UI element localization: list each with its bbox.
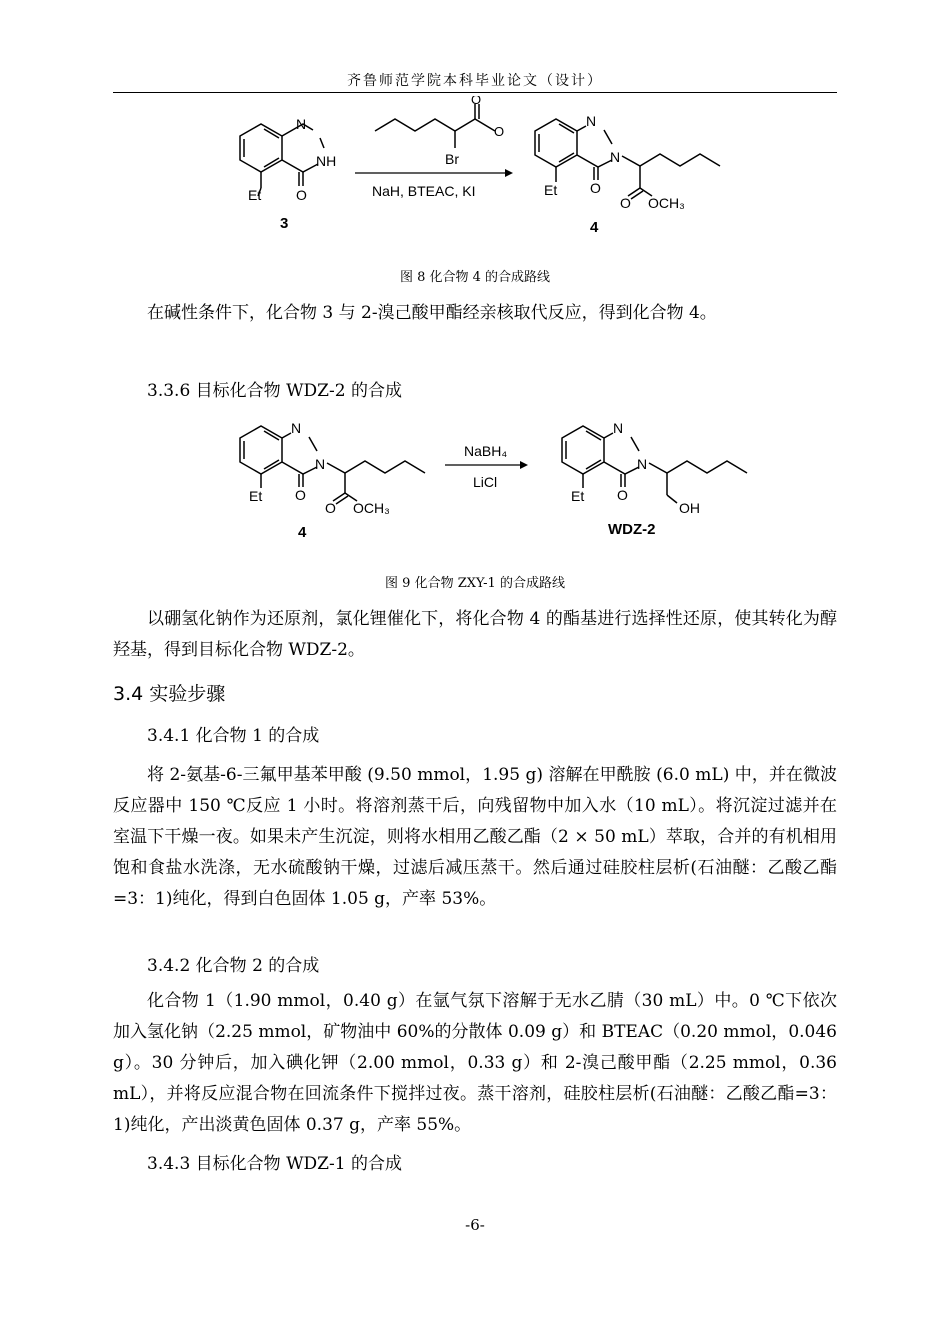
reagent-label: LiCl bbox=[473, 474, 498, 490]
atom-label: Et bbox=[544, 182, 558, 198]
compound-number: 3 bbox=[280, 215, 289, 232]
reaction-scheme-fig8 bbox=[0, 96, 950, 256]
compound-4-structure bbox=[535, 119, 720, 199]
compound-number: WDZ-2 bbox=[608, 521, 656, 538]
paragraph-3-4-1: 将 2-氨基-6-三氟甲基苯甲酸 (9.50 mmol，1.95 g) 溶解在甲酰胺 (6.0 mL) 中，并在微波反应器中 150 ℃反应 1 小时。将溶剂蒸干后，向残留物中加入水（10 mL）。将沉淀过滤并在室温下干燥一夜。如果未产生沉淀，则将水相用乙酸乙酯（2 × 50 mL）萃取，合并的有机相用饱和食盐水洗涤，无水硫酸钠干燥，过滤后减压蒸干。然后通过硅胶柱层析(石油醚：乙酸乙酯=3：1)纯化，得到白色固体 1.05 g，产率 53%。 bbox=[113, 765, 837, 909]
atom-label: N bbox=[315, 456, 326, 472]
atom-label: O bbox=[590, 180, 601, 196]
section-heading-3-4-2: 3.4.2 化合物 2 的合成 bbox=[147, 956, 320, 976]
paragraph-fig9: 以硼氢化钠作为还原剂，氯化锂催化下，将化合物 4 的酯基进行选择性还原，使其转化为醇羟基，得到目标化合物 WDZ-2。 bbox=[113, 609, 837, 660]
atom-label: N bbox=[586, 113, 597, 129]
compound-number: 4 bbox=[298, 524, 307, 541]
atom-label: Et bbox=[571, 488, 585, 504]
section-heading-3-4: 3.4 实验步骤 bbox=[113, 683, 226, 705]
wdz-2-structure bbox=[562, 426, 747, 503]
compound-number: 4 bbox=[590, 219, 599, 236]
atom-label: N bbox=[613, 420, 624, 436]
atom-label: O bbox=[471, 96, 482, 107]
compound-3-structure bbox=[240, 124, 324, 196]
reagent-bromo: Br bbox=[445, 151, 459, 167]
compound-4-structure bbox=[240, 426, 425, 504]
atom-label: N bbox=[637, 456, 648, 472]
atom-label: OH bbox=[679, 500, 700, 516]
atom-label: O bbox=[620, 195, 631, 211]
atom-label: N bbox=[296, 116, 307, 132]
header-rule bbox=[113, 92, 837, 93]
atom-label: N bbox=[610, 149, 621, 165]
reaction-scheme-fig9 bbox=[0, 408, 950, 548]
arrow-head bbox=[505, 169, 513, 177]
atom-label: O bbox=[325, 500, 336, 516]
atom-label: O bbox=[296, 187, 307, 203]
atom-label: Et bbox=[249, 488, 263, 504]
atom-label: Et bbox=[248, 187, 262, 203]
paragraph-3-4-2: 化合物 1（1.90 mmol，0.40 g）在氩气氛下溶解于无水乙腈（30 mL）中。0 ℃下依次加入氢化钠（2.25 mmol，矿物油中 60%的分散体 0.09 g）和 BTEAC（0.20 mmol，0.046 g）。30 分钟后，加入碘化钾（2.00 mmol，0.33 g）和 2-溴己酸甲酯（2.25 mmol，0.36 mL），并将反应混合物在回流条件下搅拌过夜。蒸干溶剂，硅胶柱层析(石油醚：乙酸乙酯=3：1)纯化，产出淡黄色固体 0.37 g，产率 55%。 bbox=[113, 991, 837, 1135]
arrow-head bbox=[520, 461, 528, 469]
atom-label: OCH₃ bbox=[353, 500, 390, 516]
paragraph-fig8: 在碱性条件下，化合物 3 与 2-溴己酸甲酯经亲核取代反应，得到化合物 4。 bbox=[147, 303, 717, 323]
atom-label: O bbox=[295, 487, 306, 503]
section-heading-3-3-6: 3.3.6 目标化合物 WDZ-2 的合成 bbox=[147, 381, 402, 401]
running-header: 齐鲁师范学院本科毕业论文（设计） bbox=[347, 73, 603, 89]
figure-caption-8: 图 8 化合物 4 的合成路线 bbox=[399, 270, 551, 285]
atom-label: O bbox=[494, 124, 505, 139]
section-heading-3-4-3: 3.4.3 目标化合物 WDZ-1 的合成 bbox=[147, 1154, 402, 1174]
reagent-structure bbox=[375, 104, 495, 148]
reagent-label: NaBH₄ bbox=[464, 443, 508, 459]
atom-label: OCH₃ bbox=[648, 195, 685, 211]
atom-label: O bbox=[617, 487, 628, 503]
figure-caption-9: 图 9 化合物 ZXY-1 的合成路线 bbox=[385, 576, 565, 591]
reaction-conditions: NaH, BTEAC, KI bbox=[372, 183, 476, 199]
atom-label: NH bbox=[316, 153, 337, 169]
atom-label: N bbox=[291, 420, 302, 436]
page-number: -6- bbox=[465, 1216, 485, 1234]
section-heading-3-4-1: 3.4.1 化合物 1 的合成 bbox=[147, 726, 320, 746]
